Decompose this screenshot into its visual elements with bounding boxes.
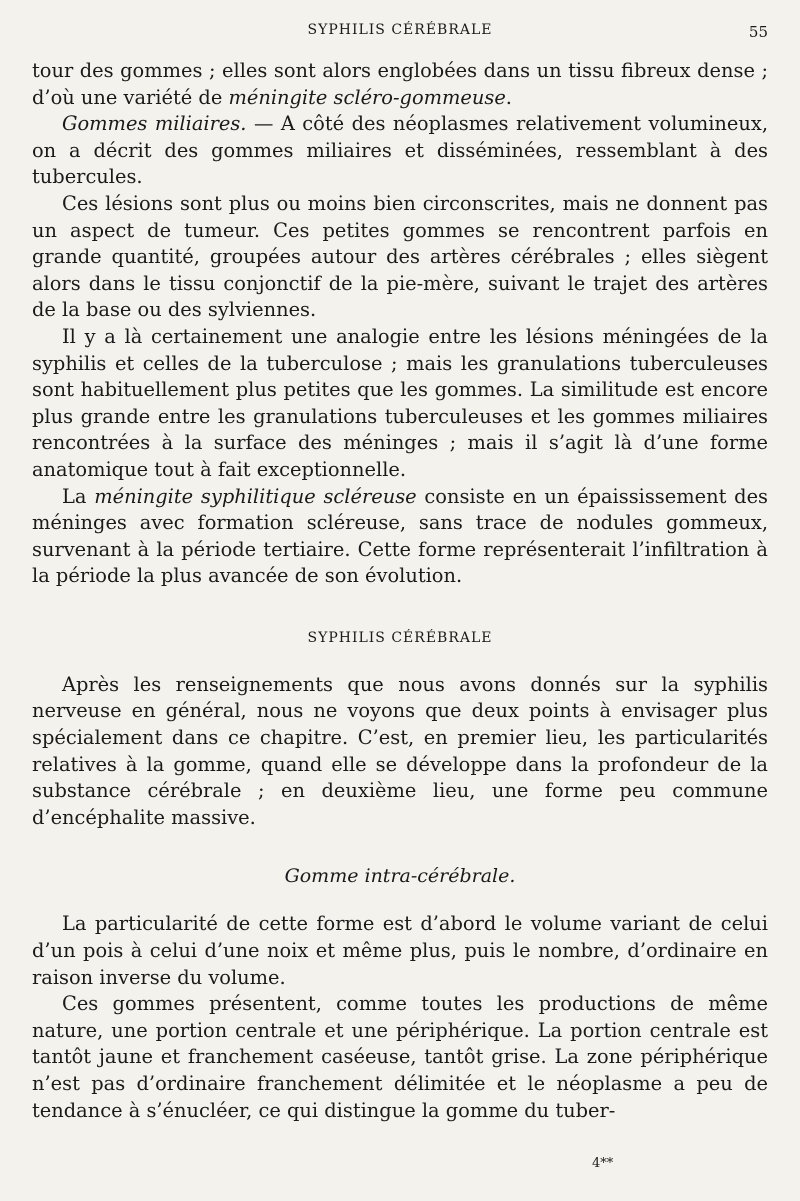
paragraph-section-intro: Après les renseignements que nous avons donnés sur la syphilis nerveuse en général, nous ne voyons que deux points à envisager plus spécialement dans ce chapitre. C’est, en premier lieu, les particularités relatives à la gomme, quand elle se développe dans la profondeur de la substance cérébrale ; en deuxième lieu, une forme peu commune d’encéphalite massive. — [32, 672, 768, 829]
paragraph-meningite-sclereuse — [32, 484, 768, 590]
paragraph-text: tour des gommes ; elles sont alors englobées dans un tissu fibreux dense ; d’où une variété de — [32, 59, 768, 109]
paragraph-volume: La particularité de cette forme est d’abord le volume variant de celui d’un pois à celui d’une noix et même plus, puis le nombre, d’ordinaire en raison inverse du volume. — [32, 912, 768, 989]
inline-heading: Gommes miliaires. — [62, 112, 247, 136]
paragraph-gommes-miliaires — [32, 111, 768, 191]
paragraph-analogie: Il y a là certainement une analogie entre les lésions méningées de la syphilis et celles de la tuberculose ; mais les granulations tuberculeuses sont habituellement plus petites que les gommes. La similitude est encore plus grande entre les granulations tuberculeuses et les gommes miliaires rencontrées à la surface des méninges ; mais il s’agit là d’une forme anatomique tout à fait exceptionnelle. — [32, 324, 768, 481]
paragraph-punctuation: . — [505, 85, 512, 109]
paragraph-text: — A côté des néoplasmes relativement volumineux, on a décrit des gommes miliaires et disséminées, ressemblant à des tubercules. — [32, 112, 768, 189]
paragraph-portions: Ces gommes présentent, comme toutes les productions de même nature, une portion centrale et une périphérique. La portion centrale est tantôt jaune et franchement caséeuse, tantôt grise. La zone périphérique n’est pas d’ordinaire franchement délimitée et le néoplasme a peu de tendance à s’énucléer, ce qui distingue la gomme du tuber- — [32, 992, 768, 1122]
paragraph-lead: La — [62, 484, 95, 508]
running-header — [32, 0, 768, 58]
signature-mark: 4** — [592, 1156, 614, 1171]
italic-term: méningite syphilitique scléreuse — [94, 484, 417, 508]
subsection-title: Gomme intra-cérébrale. — [284, 865, 516, 888]
italic-term: méningite scléro-gommeuse — [228, 85, 506, 109]
paragraph-lesions: Ces lésions sont plus ou moins bien circonscrites, mais ne donnent pas un aspect de tumeur. Ces petites gommes se rencontrent parfois en grande quantité, groupées autour des artères cérébrales ; elles siègent alors dans le tissu conjonctif de la pie-mère, suivant le trajet des artères de la base ou des sylviennes. — [32, 191, 768, 322]
paragraph-gommes-fibreuses — [32, 58, 768, 111]
running-title: SYPHILIS CÉRÉBRALE — [307, 22, 493, 38]
paragraph-text: consiste en un épaississement des méninges avec formation scléreuse, sans trace de nodules gommeux, survenant à la période tertiaire. Cette forme représenterait l’infiltration à la période la plus avancée de son évolution. — [32, 484, 768, 588]
section-title: SYPHILIS CÉRÉBRALE — [307, 629, 493, 646]
page-number: 55 — [748, 23, 768, 41]
